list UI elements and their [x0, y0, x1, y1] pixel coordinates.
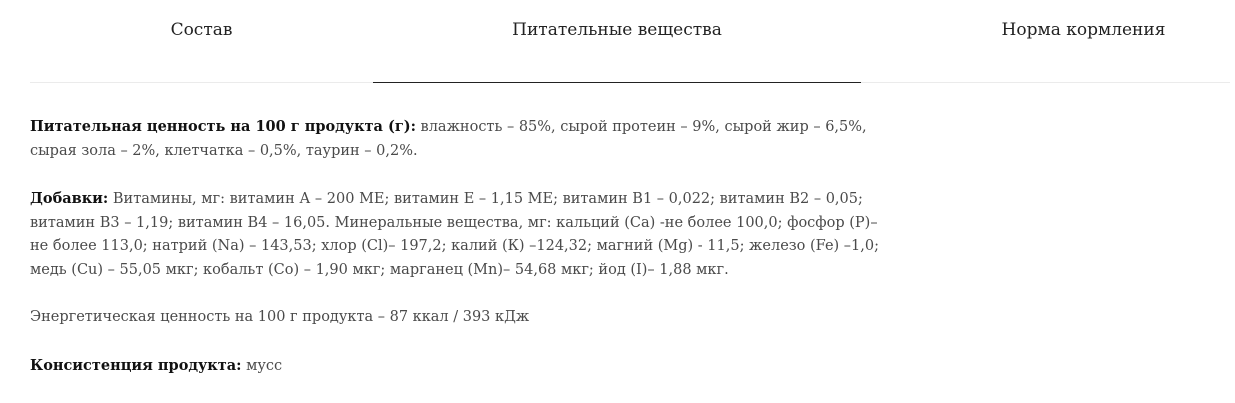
nutrition-paragraph — [30, 115, 880, 163]
energy-text: Энергетическая ценность на 100 г продукта – 87 ккал / 393 кДж — [30, 309, 530, 325]
tab-nutrients-label: Питательные вещества — [512, 20, 722, 40]
tab-composition-label: Состав — [170, 20, 233, 40]
additives-text: Витамины, мг: витамин А – 200 МЕ; витамин Е – 1,15 МЕ; витамин В1 – 0,022; витамин В2 – 0,05; витамин В3 – 1,19; витамин В4 – 16,05. Минеральные вещества, мг: кальций (Са) -не более 100,0; фосфор (Р)– не более 113,0; натрий (Na) – 143,53; хлор (Cl)– 197,2; калий (К) –124,32; магний (Mg) - 11,5; железо (Fe) –1,0; медь (Cu) – 55,05 мкг; кобальт (Co) – 1,90 мкг; марганец (Mn)– 54,68 мкг; йод (I)– 1,88 мкг. — [30, 191, 879, 278]
additives-paragraph — [30, 187, 880, 282]
energy-paragraph — [30, 306, 880, 330]
nutrition-label: Питательная ценность на 100 г продукта (г): — [30, 118, 416, 135]
tab-nutrients[interactable] — [373, 0, 861, 83]
nutrition-text: влажность – 85%, сырой протеин – 9%, сырой жир – 6,5%, сырая зола – 2%, клетчатка – 0,5%, таурин – 0,2%. — [30, 119, 867, 159]
tab-feeding-norm[interactable] — [861, 0, 1235, 82]
tab-composition[interactable] — [30, 0, 373, 82]
tab-bar — [30, 0, 1230, 83]
consistency-label: Консистенция продукта: — [30, 356, 242, 374]
consistency-text: мусс — [241, 357, 283, 374]
tab-feeding-norm-label: Норма кормления — [1001, 20, 1166, 40]
additives-label: Добавки: — [30, 190, 109, 207]
consistency-paragraph — [30, 354, 880, 379]
tab-content-nutrients — [30, 115, 880, 402]
